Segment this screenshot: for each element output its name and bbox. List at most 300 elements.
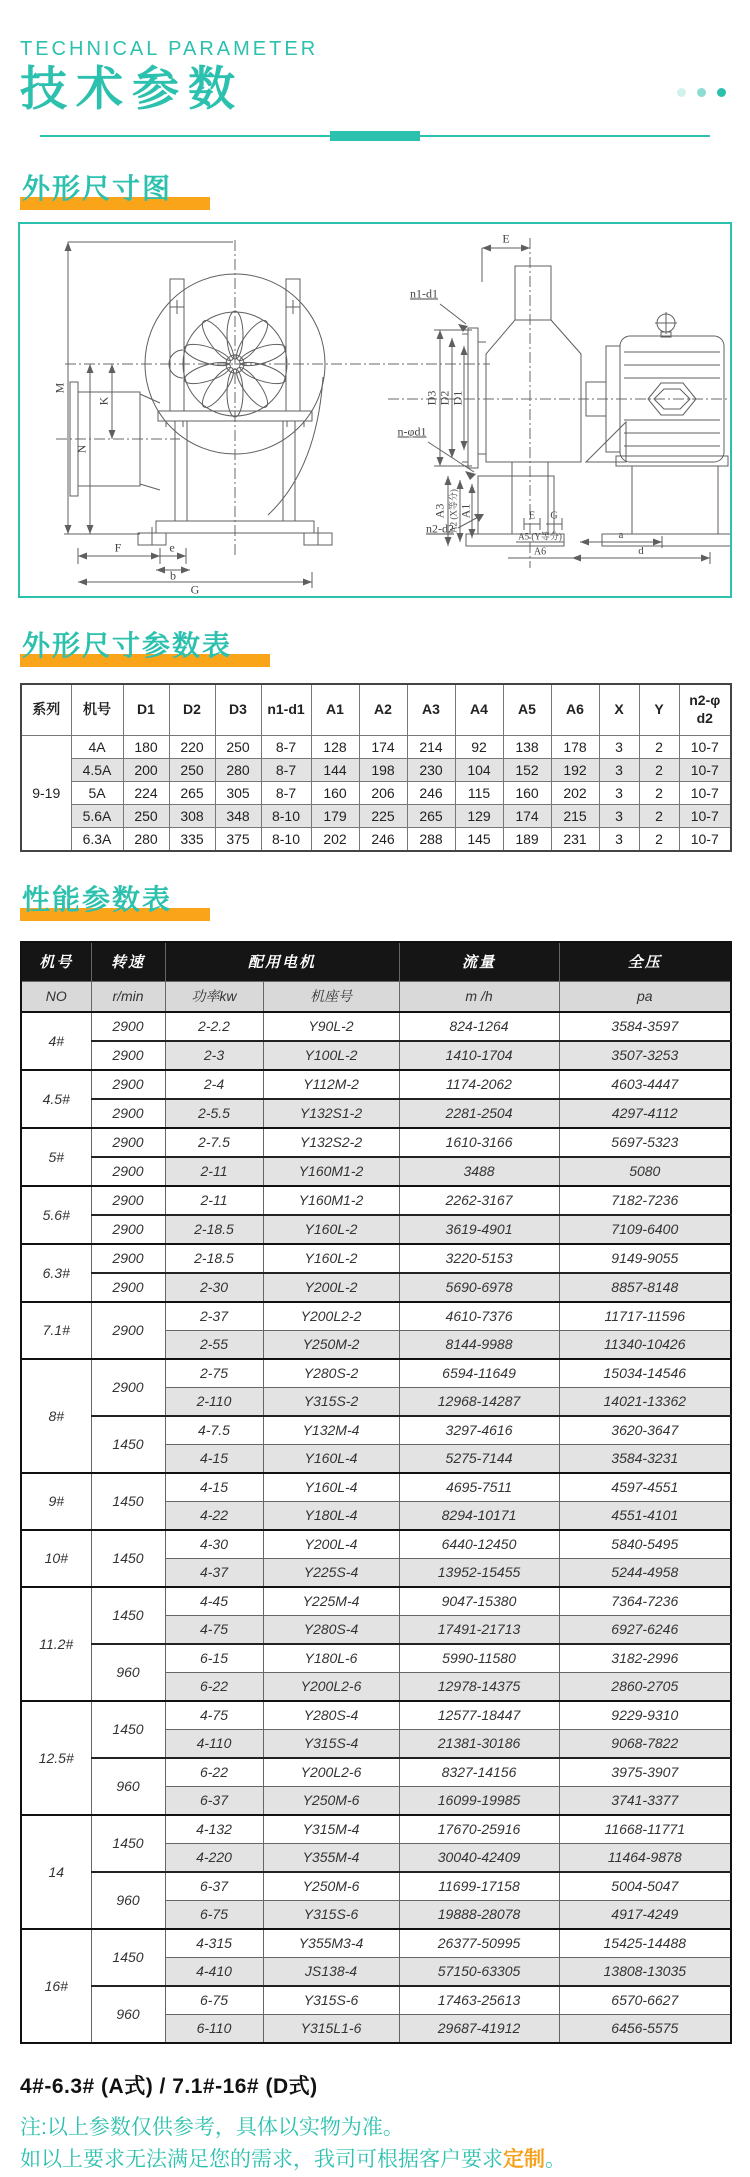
power-cell: 4-45 <box>165 1587 263 1616</box>
perf-row <box>21 1041 731 1070</box>
dim-label: N <box>74 444 89 454</box>
perf-row <box>21 1644 731 1673</box>
perf-header-motor: 配用电机 <box>165 942 399 982</box>
machine-no-cell: 4.5# <box>21 1070 91 1128</box>
performance-table-head <box>21 942 731 1012</box>
perf-row <box>21 1929 731 1958</box>
rpm-cell: 2900 <box>91 1186 165 1215</box>
pressure-cell: 3975-3907 <box>559 1758 731 1787</box>
dim-cell: 265 <box>407 804 455 827</box>
pressure-cell: 4603-4447 <box>559 1070 731 1099</box>
decorative-dots <box>677 88 726 97</box>
dim-header-cell: A2 <box>359 684 407 736</box>
perf-header-flow: 流量 <box>399 942 559 982</box>
motor-frame-cell: Y200L2-2 <box>263 1302 399 1331</box>
power-cell: 4-410 <box>165 1957 263 1986</box>
motor-frame-cell: Y315L1-6 <box>263 2014 399 2043</box>
dim-cell: 179 <box>311 804 359 827</box>
pressure-cell: 3620-3647 <box>559 1416 731 1445</box>
perf-row <box>21 1473 731 1502</box>
perf-header-machine-no: 机号 <box>21 942 91 982</box>
flow-cell: 4610-7376 <box>399 1302 559 1331</box>
pressure-cell: 9149-9055 <box>559 1244 731 1273</box>
dim-label: K <box>96 396 111 406</box>
dim-cell: 231 <box>551 827 599 851</box>
motor-frame-cell: JS138-4 <box>263 1957 399 1986</box>
pressure-cell: 3741-3377 <box>559 1786 731 1815</box>
dim-header-cell: D1 <box>123 684 169 736</box>
pressure-cell: 2860-2705 <box>559 1672 731 1701</box>
motor-frame-cell: Y355M-4 <box>263 1843 399 1872</box>
dim-cell: 200 <box>123 758 169 781</box>
footer-notes <box>20 2112 730 2177</box>
pressure-cell: 8857-8148 <box>559 1273 731 1302</box>
dim-label: A1 <box>458 503 473 519</box>
power-cell: 2-30 <box>165 1273 263 1302</box>
perf-row <box>21 1012 731 1041</box>
pressure-cell: 9229-9310 <box>559 1701 731 1730</box>
dim-label: D2 <box>437 390 452 406</box>
machine-no-cell: 12.5# <box>21 1701 91 1815</box>
perf-row <box>21 1872 731 1901</box>
flow-cell: 3220-5153 <box>399 1244 559 1273</box>
dim-cell: 10-7 <box>679 781 731 804</box>
rpm-cell: 2900 <box>91 1157 165 1186</box>
rpm-cell: 1450 <box>91 1701 165 1758</box>
dim-label: E <box>528 510 536 522</box>
flow-cell: 824-1264 <box>399 1012 559 1041</box>
pressure-cell: 11340-10426 <box>559 1330 731 1359</box>
dim-cell: 3 <box>599 758 639 781</box>
motor-frame-cell: Y100L-2 <box>263 1041 399 1070</box>
motor-frame-cell: Y225S-4 <box>263 1558 399 1587</box>
dim-cell: 3 <box>599 781 639 804</box>
dim-cell: 10-7 <box>679 827 731 851</box>
power-cell: 4-15 <box>165 1473 263 1502</box>
page-header <box>0 0 750 141</box>
flow-cell: 16099-19985 <box>399 1786 559 1815</box>
motor-frame-cell: Y280S-4 <box>263 1701 399 1730</box>
power-cell: 6-37 <box>165 1872 263 1901</box>
machine-no-cell: 8# <box>21 1359 91 1473</box>
dim-cell: 2 <box>639 827 679 851</box>
dim-cell: 3 <box>599 804 639 827</box>
dim-header-cell: Y <box>639 684 679 736</box>
rpm-cell: 2900 <box>91 1041 165 1070</box>
dim-cell: 92 <box>455 735 503 758</box>
power-cell: 4-15 <box>165 1444 263 1473</box>
dim-header-cell: n1-d1 <box>261 684 311 736</box>
dim-cell: 375 <box>215 827 261 851</box>
dim-cell: 250 <box>215 735 261 758</box>
perf-subheader-no: NO <box>21 981 91 1012</box>
power-cell: 2-75 <box>165 1359 263 1388</box>
power-cell: 6-22 <box>165 1758 263 1787</box>
dim-label: G <box>190 582 200 597</box>
rpm-cell: 1450 <box>91 1530 165 1587</box>
flow-cell: 11699-17158 <box>399 1872 559 1901</box>
rpm-cell: 960 <box>91 1986 165 2043</box>
section-heading-label: 性能参数表 <box>20 878 210 921</box>
dim-cell: 198 <box>359 758 407 781</box>
perf-row <box>21 1758 731 1787</box>
power-cell: 4-315 <box>165 1929 263 1958</box>
power-cell: 6-15 <box>165 1644 263 1673</box>
perf-row <box>21 1530 731 1559</box>
dim-label: n2-d2 <box>426 521 454 536</box>
rpm-cell: 2900 <box>91 1012 165 1041</box>
dim-label: n1-d1 <box>410 286 438 301</box>
power-cell: 6-110 <box>165 2014 263 2043</box>
performance-table-body <box>21 1012 731 2043</box>
dim-cell: 160 <box>311 781 359 804</box>
rpm-cell: 2900 <box>91 1099 165 1128</box>
section-heading-label: 外形尺寸参数表 <box>20 624 270 667</box>
motor-frame-cell: Y180L-6 <box>263 1644 399 1673</box>
dim-cell: 220 <box>169 735 215 758</box>
power-cell: 2-3 <box>165 1041 263 1070</box>
dim-cell: 348 <box>215 804 261 827</box>
dimension-table-body <box>21 735 731 851</box>
dim-cell: 214 <box>407 735 455 758</box>
flow-cell: 8294-10171 <box>399 1501 559 1530</box>
power-cell: 6-75 <box>165 1986 263 2015</box>
dim-label: A6 <box>533 546 547 558</box>
power-cell: 2-37 <box>165 1302 263 1331</box>
motor-frame-cell: Y250M-6 <box>263 1872 399 1901</box>
flow-cell: 6440-12450 <box>399 1530 559 1559</box>
pressure-cell: 4297-4112 <box>559 1099 731 1128</box>
rpm-cell: 2900 <box>91 1273 165 1302</box>
dim-label: e <box>169 540 175 555</box>
perf-row <box>21 1986 731 2015</box>
power-cell: 2-55 <box>165 1330 263 1359</box>
flow-cell: 2281-2504 <box>399 1099 559 1128</box>
motor-frame-cell: Y160M1-2 <box>263 1186 399 1215</box>
power-cell: 4-22 <box>165 1501 263 1530</box>
perf-row <box>21 1244 731 1273</box>
motor-frame-cell: Y315S-6 <box>263 1986 399 2015</box>
motor-frame-cell: Y132M-4 <box>263 1416 399 1445</box>
power-cell: 4-132 <box>165 1815 263 1844</box>
pressure-cell: 11668-11771 <box>559 1815 731 1844</box>
dim-label: A2 (X等分) <box>448 488 459 533</box>
motor-frame-cell: Y200L-2 <box>263 1273 399 1302</box>
motor-frame-cell: Y200L2-6 <box>263 1672 399 1701</box>
flow-cell: 1610-3166 <box>399 1128 559 1157</box>
dim-header-cell: A6 <box>551 684 599 736</box>
perf-row <box>21 1701 731 1730</box>
pressure-cell: 5004-5047 <box>559 1872 731 1901</box>
flow-cell: 19888-28078 <box>399 1900 559 1929</box>
perf-row <box>21 1215 731 1244</box>
dim-cell: 192 <box>551 758 599 781</box>
power-cell: 2-2.2 <box>165 1012 263 1041</box>
series-cell: 9-19 <box>21 735 71 851</box>
dim-cell: 305 <box>215 781 261 804</box>
dim-header-cell: X <box>599 684 639 736</box>
model-type-note: 4#-6.3# (A式) / 7.1#-16# (D式) <box>20 2074 318 2098</box>
flow-cell: 1174-2062 <box>399 1070 559 1099</box>
power-cell: 6-37 <box>165 1786 263 1815</box>
perf-row <box>21 1587 731 1616</box>
motor-frame-cell: Y315S-6 <box>263 1900 399 1929</box>
motor-frame-cell: Y112M-2 <box>263 1070 399 1099</box>
dim-label: a <box>618 528 624 541</box>
motor-frame-cell: Y160M1-2 <box>263 1157 399 1186</box>
pressure-cell: 7109-6400 <box>559 1215 731 1244</box>
dim-header-cell: D2 <box>169 684 215 736</box>
perf-subheader-rpm: r/min <box>91 981 165 1012</box>
machine-no-cell: 9# <box>21 1473 91 1530</box>
dim-header-cell: 机号 <box>71 684 123 736</box>
machine-no-cell: 4# <box>21 1012 91 1070</box>
flow-cell: 17491-21713 <box>399 1615 559 1644</box>
footer-note-1: 注:以上参数仅供参考，具体以实物为准。 <box>20 2115 404 2139</box>
perf-row <box>21 1416 731 1445</box>
dim-cell: 145 <box>455 827 503 851</box>
pressure-cell: 3584-3597 <box>559 1012 731 1041</box>
dimension-diagram <box>18 222 732 598</box>
dim-header-cell: A3 <box>407 684 455 736</box>
motor-frame-cell: Y160L-2 <box>263 1244 399 1273</box>
pressure-cell: 5697-5323 <box>559 1128 731 1157</box>
motor-frame-cell: Y132S2-2 <box>263 1128 399 1157</box>
flow-cell: 12978-14375 <box>399 1672 559 1701</box>
motor-frame-cell: Y90L-2 <box>263 1012 399 1041</box>
dim-cell: 152 <box>503 758 551 781</box>
rpm-cell: 1450 <box>91 1815 165 1872</box>
dim-cell: 280 <box>123 827 169 851</box>
perf-row <box>21 1157 731 1186</box>
rpm-cell: 2900 <box>91 1128 165 1157</box>
motor-frame-cell: Y315S-4 <box>263 1729 399 1758</box>
flow-cell: 9047-15380 <box>399 1587 559 1616</box>
flow-cell: 1410-1704 <box>399 1041 559 1070</box>
flow-cell: 8327-14156 <box>399 1758 559 1787</box>
header-divider <box>40 131 710 141</box>
machine-no-cell: 6.3# <box>21 1244 91 1302</box>
motor-frame-cell: Y160L-4 <box>263 1473 399 1502</box>
dimension-table-head <box>21 684 731 736</box>
rpm-cell: 1450 <box>91 1416 165 1473</box>
footer-note-2-text: 如以上要求无法满足您的需求，我司可根据客户要求 <box>20 2148 503 2172</box>
pressure-cell: 11717-11596 <box>559 1302 731 1331</box>
dim-header-cell: D3 <box>215 684 261 736</box>
section-heading-outline-table <box>20 624 730 667</box>
dim-cell: 8-7 <box>261 781 311 804</box>
dim-cell: 2 <box>639 758 679 781</box>
flow-cell: 29687-41912 <box>399 2014 559 2043</box>
dim-header-cell: 系列 <box>21 684 71 736</box>
pressure-cell: 7182-7236 <box>559 1186 731 1215</box>
pressure-cell: 15425-14488 <box>559 1929 731 1958</box>
dot-icon <box>677 88 686 97</box>
dim-cell: 10-7 <box>679 735 731 758</box>
machine-no-cell: 7.1# <box>21 1302 91 1359</box>
dim-header-cell: A5 <box>503 684 551 736</box>
rpm-cell: 2900 <box>91 1070 165 1099</box>
pressure-cell: 4597-4551 <box>559 1473 731 1502</box>
dim-header-cell: n2-φ d2 <box>679 684 731 736</box>
rpm-cell: 1450 <box>91 1587 165 1644</box>
perf-row <box>21 1815 731 1844</box>
dim-cell: 160 <box>503 781 551 804</box>
rpm-cell: 1450 <box>91 1929 165 1986</box>
power-cell: 2-7.5 <box>165 1128 263 1157</box>
motor-frame-cell: Y280S-2 <box>263 1359 399 1388</box>
pressure-cell: 4917-4249 <box>559 1900 731 1929</box>
dim-cell: 4.5A <box>71 758 123 781</box>
motor-frame-cell: Y200L2-6 <box>263 1758 399 1787</box>
flow-cell: 3297-4616 <box>399 1416 559 1445</box>
pressure-cell: 3507-3253 <box>559 1041 731 1070</box>
perf-subheader-frame: 机座号 <box>263 981 399 1012</box>
section-heading-outline-drawing <box>20 167 730 210</box>
flow-cell: 5990-11580 <box>399 1644 559 1673</box>
dim-cell: 180 <box>123 735 169 758</box>
footer-note-2 <box>20 2144 730 2177</box>
flow-cell: 30040-42409 <box>399 1843 559 1872</box>
dim-cell: 10-7 <box>679 758 731 781</box>
perf-row <box>21 1302 731 1331</box>
rpm-cell: 960 <box>91 1872 165 1929</box>
perf-header-pressure: 全压 <box>559 942 731 982</box>
flow-cell: 3619-4901 <box>399 1215 559 1244</box>
dim-cell: 250 <box>123 804 169 827</box>
motor-frame-cell: Y250M-2 <box>263 1330 399 1359</box>
dim-cell: 225 <box>359 804 407 827</box>
motor-frame-cell: Y160L-4 <box>263 1444 399 1473</box>
rpm-cell: 2900 <box>91 1215 165 1244</box>
motor-frame-cell: Y160L-2 <box>263 1215 399 1244</box>
power-cell: 2-110 <box>165 1387 263 1416</box>
flow-cell: 4695-7511 <box>399 1473 559 1502</box>
dim-cell: 104 <box>455 758 503 781</box>
power-cell: 4-30 <box>165 1530 263 1559</box>
section-heading-performance-table <box>20 878 730 921</box>
power-cell: 6-22 <box>165 1672 263 1701</box>
dimension-table <box>20 683 732 852</box>
dim-cell: 129 <box>455 804 503 827</box>
machine-no-cell: 11.2# <box>21 1587 91 1701</box>
motor-frame-cell: Y250M-6 <box>263 1786 399 1815</box>
dim-cell: 115 <box>455 781 503 804</box>
power-cell: 2-18.5 <box>165 1244 263 1273</box>
dim-cell: 4A <box>71 735 123 758</box>
perf-row <box>21 1070 731 1099</box>
dim-cell: 224 <box>123 781 169 804</box>
machine-no-cell: 16# <box>21 1929 91 2043</box>
dim-cell: 2 <box>639 781 679 804</box>
dim-label: E <box>502 231 510 246</box>
dot-icon <box>717 88 726 97</box>
flow-cell: 57150-63305 <box>399 1957 559 1986</box>
dim-label: F <box>114 540 122 555</box>
dim-cell: 3 <box>599 827 639 851</box>
motor-frame-cell: Y315S-2 <box>263 1387 399 1416</box>
dim-label: A3 <box>432 503 447 519</box>
dot-icon <box>697 88 706 97</box>
dim-cell: 280 <box>215 758 261 781</box>
power-cell: 4-75 <box>165 1615 263 1644</box>
flow-cell: 5690-6978 <box>399 1273 559 1302</box>
dim-label: n-φd1 <box>397 424 427 439</box>
flow-cell: 6594-11649 <box>399 1359 559 1388</box>
dim-cell: 174 <box>359 735 407 758</box>
pressure-cell: 6927-6246 <box>559 1615 731 1644</box>
power-cell: 4-110 <box>165 1729 263 1758</box>
pressure-cell: 3584-3231 <box>559 1444 731 1473</box>
flow-cell: 13952-15455 <box>399 1558 559 1587</box>
flow-cell: 17670-25916 <box>399 1815 559 1844</box>
footer-note-custom-highlight: 定制 <box>503 2148 545 2172</box>
pressure-cell: 11464-9878 <box>559 1843 731 1872</box>
dim-header-cell: A4 <box>455 684 503 736</box>
pressure-cell: 3182-2996 <box>559 1644 731 1673</box>
motor-frame-cell: Y225M-4 <box>263 1587 399 1616</box>
dim-cell: 138 <box>503 735 551 758</box>
pressure-cell: 6456-5575 <box>559 2014 731 2043</box>
pressure-cell: 5840-5495 <box>559 1530 731 1559</box>
motor-frame-cell: Y180L-4 <box>263 1501 399 1530</box>
power-cell: 4-37 <box>165 1558 263 1587</box>
dim-cell: 206 <box>359 781 407 804</box>
flow-cell: 12968-14287 <box>399 1387 559 1416</box>
machine-no-cell: 5.6# <box>21 1186 91 1244</box>
dim-cell: 250 <box>169 758 215 781</box>
perf-row <box>21 1128 731 1157</box>
pressure-cell: 6570-6627 <box>559 1986 731 2015</box>
dim-cell: 288 <box>407 827 455 851</box>
dim-cell: 8-7 <box>261 735 311 758</box>
dim-cell: 2 <box>639 735 679 758</box>
power-cell: 6-75 <box>165 1900 263 1929</box>
rpm-cell: 960 <box>91 1644 165 1701</box>
page-title: 技术参数 <box>20 62 244 115</box>
dim-cell: 308 <box>169 804 215 827</box>
dim-cell: 174 <box>503 804 551 827</box>
flow-cell: 3488 <box>399 1157 559 1186</box>
dim-cell: 8-10 <box>261 827 311 851</box>
dim-cell: 335 <box>169 827 215 851</box>
power-cell: 4-7.5 <box>165 1416 263 1445</box>
rpm-cell: 960 <box>91 1758 165 1815</box>
pressure-cell: 5244-4958 <box>559 1558 731 1587</box>
dim-cell: 230 <box>407 758 455 781</box>
dim-label: d <box>638 544 644 557</box>
pressure-cell: 4551-4101 <box>559 1501 731 1530</box>
dim-cell: 189 <box>503 827 551 851</box>
perf-header-speed: 转速 <box>91 942 165 982</box>
dim-label: D1 <box>450 390 465 406</box>
dim-header-cell: A1 <box>311 684 359 736</box>
power-cell: 2-11 <box>165 1186 263 1215</box>
pressure-cell: 13808-13035 <box>559 1957 731 1986</box>
page-footer <box>20 2070 730 2177</box>
perf-row <box>21 1359 731 1388</box>
motor-frame-cell: Y132S1-2 <box>263 1099 399 1128</box>
dim-cell: 178 <box>551 735 599 758</box>
dim-label: b <box>170 568 176 583</box>
pressure-cell: 14021-13362 <box>559 1387 731 1416</box>
performance-table <box>20 941 732 2044</box>
dim-cell: 8-10 <box>261 804 311 827</box>
dim-cell: 246 <box>359 827 407 851</box>
power-cell: 2-11 <box>165 1157 263 1186</box>
dim-cell: 5.6A <box>71 804 123 827</box>
dim-label: A5 (Y等分) <box>518 531 562 542</box>
